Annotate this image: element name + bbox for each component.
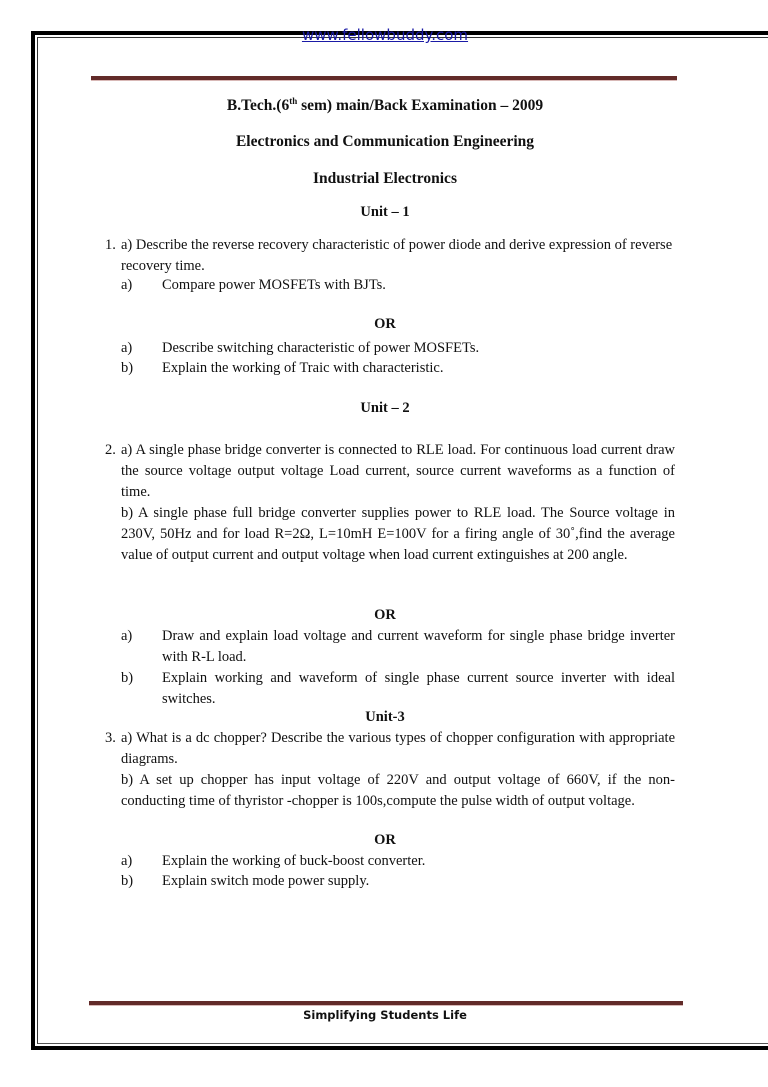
unit-2-heading: Unit – 2 xyxy=(360,400,410,416)
footer-tagline: Simplifying Students Life xyxy=(303,1008,467,1022)
item-marker: b) xyxy=(121,360,134,376)
unit-3-heading: Unit-3 xyxy=(365,709,405,725)
or-label: OR xyxy=(374,316,396,332)
exam-title-suffix: sem) main/Back Examination – 2009 xyxy=(297,97,544,114)
or-label: OR xyxy=(374,832,396,848)
or-label: OR xyxy=(374,607,396,623)
question-2-or-b: Explain working and waveform of single phase current source inverter with ideal switches. xyxy=(162,670,675,707)
item-marker: a) xyxy=(121,853,133,869)
question-1a: a) Describe the reverse recovery characteristic of power diode and derive expression of reverse recovery time. xyxy=(121,237,673,274)
item-marker: a) xyxy=(121,340,133,356)
question-2-number: 2. xyxy=(105,442,116,458)
subject-title: Industrial Electronics xyxy=(313,170,457,187)
branch-title: Electronics and Communication Engineering xyxy=(235,133,535,150)
question-3a: a) What is a dc chopper? Describe the various types of chopper configuration with appropriate diagrams. xyxy=(121,730,675,767)
question-1-number: 1. xyxy=(105,237,116,253)
item-marker: b) xyxy=(121,670,134,686)
exam-title-sup: th xyxy=(289,95,298,106)
question-3b: b) A set up chopper has input voltage of 220V and output voltage of 660V, if the non-conducting time of thyristor -chopper is 100s,compute the pulse width of output voltage. xyxy=(121,772,675,809)
exam-title-prefix: B.Tech.(6 xyxy=(226,97,290,114)
question-2b: b) A single phase full bridge converter supplies power to RLE load. The Source voltage in 230V, 50Hz and for load R=2Ω, L=10mH E=100V for a firing angle of 30˚,find the average value of output current and output voltage when load current extinguishes at 200 angle. xyxy=(121,505,675,563)
question-1-or-a: Describe switching characteristic of power MOSFETs. xyxy=(162,340,480,356)
question-1-or-b: Explain the working of Traic with characteristic. xyxy=(162,360,444,376)
item-marker: b) xyxy=(121,873,134,889)
header-rule xyxy=(91,76,677,81)
question-3-or-b: Explain switch mode power supply. xyxy=(162,873,370,889)
website-link[interactable]: www.fellowbuddy.com xyxy=(301,26,469,44)
question-3-number: 3. xyxy=(105,730,116,746)
exam-title xyxy=(90,97,680,115)
question-1-item: Compare power MOSFETs with BJTs. xyxy=(162,277,386,293)
question-3-or-a: Explain the working of buck-boost converter. xyxy=(162,853,426,869)
item-marker: a) xyxy=(121,628,133,644)
item-marker: a) xyxy=(121,277,133,293)
unit-1-heading: Unit – 1 xyxy=(360,204,410,220)
footer-rule xyxy=(89,1001,683,1006)
question-2a: a) A single phase bridge converter is connected to RLE load. For continuous load current draw the source voltage output voltage Load current, source current waveforms as a function of time. xyxy=(121,442,675,500)
question-2-or-a: Draw and explain load voltage and current waveform for single phase bridge inverter with R-L load. xyxy=(162,628,675,665)
